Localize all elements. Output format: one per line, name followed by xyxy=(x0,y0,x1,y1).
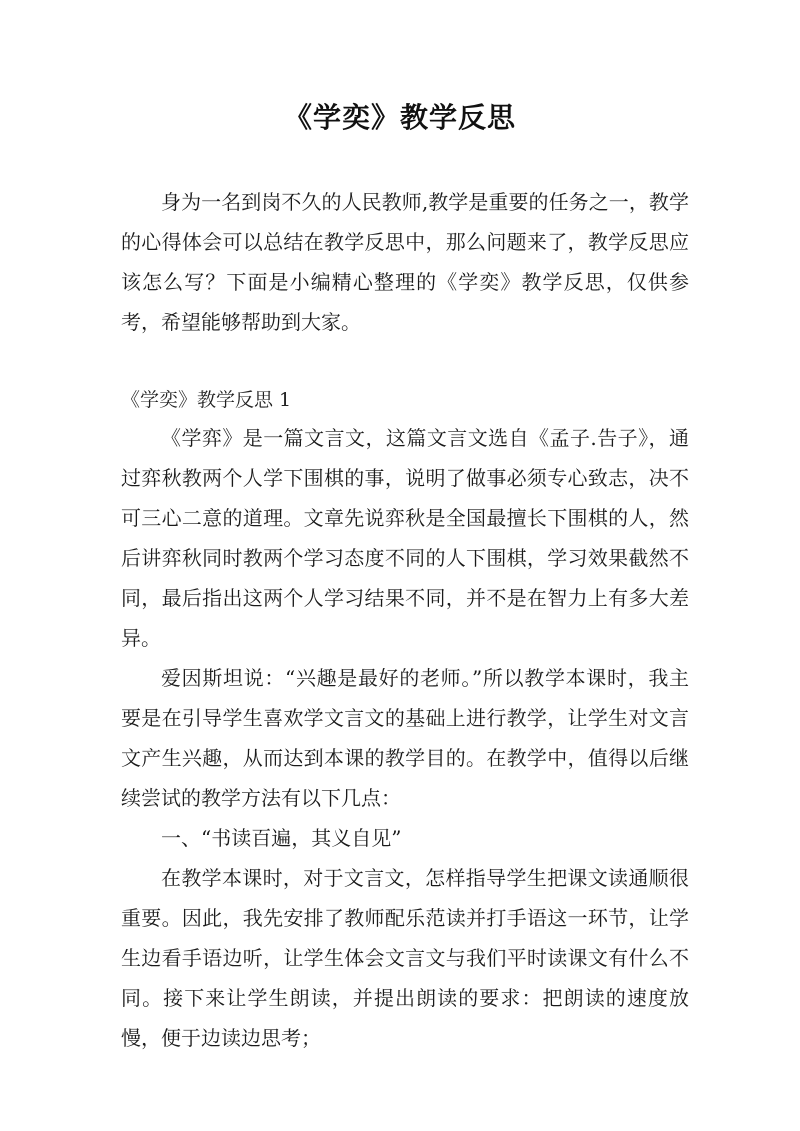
body-paragraph-3: 在教学本课时，对于文言文，怎样指导学生把课文读通顺很重要。因此，我先安排了教师配乐范读并打手语这一环节，让学生边看手语边听，让学生体会文言文与我们平时读课文有什么不同。接下来让学生朗读，并提出朗读的要求：把朗读的速度放慢，便于边读边思考； xyxy=(121,866,689,1050)
subheading-paragraph: 一、“书读百遍，其义自见” xyxy=(161,826,402,850)
intro-paragraph: 身为一名到岗不久的人民教师,教学是重要的任务之一，教学的心得体会可以总结在教学反思中，那么问题来了，教学反思应该怎么写？下面是小编精心整理的《学奕》教学反思，仅供参考，希望能够帮助到大家。 xyxy=(121,190,689,334)
body-paragraph-1: 《学弈》是一篇文言文，这篇文言文选自《孟子.告子》，通过弈秋教两个人学下围棋的事，说明了做事必须专心致志，决不可三心二意的道理。文章先说弈秋是全国最擅长下围棋的人，然后讲弈秋同时教两个学习态度不同的人下围棋，学习效果截然不同，最后指出这两个人学习结果不同，并不是在智力上有多大差异。 xyxy=(121,426,689,650)
page-title: 《学奕》教学反思 xyxy=(283,101,516,134)
document-body xyxy=(121,182,689,1058)
body-paragraph-2: 爱因斯坦说：“兴趣是最好的老师。”所以教学本课时，我主要是在引导学生喜欢学文言文的基础上进行教学，让学生对文言文产生兴趣，从而达到本课的教学目的。在教学中，值得以后继续尝试的教学方法有以下几点： xyxy=(121,666,689,810)
section-heading: 《学奕》教学反思 1 xyxy=(121,389,292,411)
